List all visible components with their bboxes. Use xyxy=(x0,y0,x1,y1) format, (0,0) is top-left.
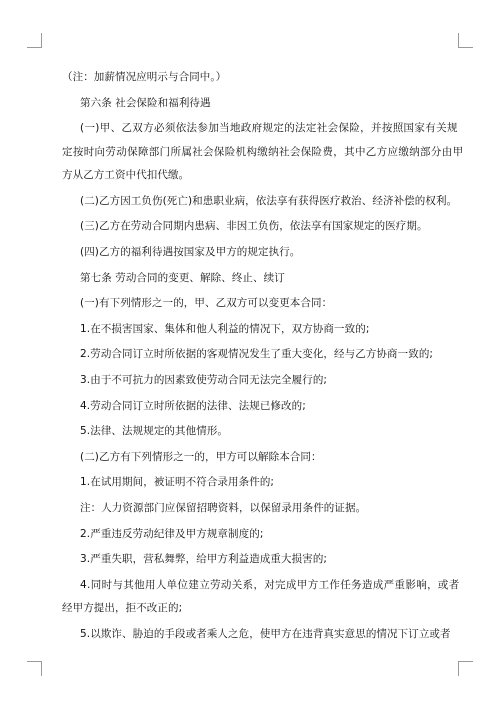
paragraph-p12 xyxy=(62,395,440,419)
paragraph-line: 4.同时与其他用人单位建立劳动关系，对完成甲方工作任务造成严重影响，或者 xyxy=(80,578,460,591)
paragraph-p20 xyxy=(62,623,451,647)
paragraph-line: 2.劳动合同订立时所依据的客观情况发生了重大变化，经与乙方协商一致的; xyxy=(80,348,434,361)
paragraph-line: 第六条 社会保险和福利待遇 xyxy=(80,96,211,109)
paragraph-line: 第七条 劳动合同的变更、解除、终止、续订 xyxy=(80,271,285,284)
crop-mark-bottom-right xyxy=(458,661,473,676)
paragraph-line: (一)甲、乙双方必须依法参加当地政府规定的法定社会保险，并按照国家有关规 xyxy=(80,122,458,135)
paragraph-line: (四)乙方的福利待遇按国家及甲方的规定执行。 xyxy=(80,245,301,258)
crop-mark-bottom-left xyxy=(27,661,42,676)
paragraph-p18 xyxy=(62,548,440,572)
paragraph-p1 xyxy=(62,66,440,90)
paragraph-line: 2.严重违反劳动纪律及甲方规章制度的; xyxy=(80,527,264,540)
paragraph-line: (一)有下列情形之一的，甲、乙双方可以变更本合同： xyxy=(80,297,333,310)
paragraph-line: (二)乙方有下列情形之一的，甲方可以解除本合同： xyxy=(80,450,322,463)
paragraph-line: (二)乙方因工负伤(死亡)和患职业病，依法享有获得医疗救治、经济补偿的权利。 xyxy=(80,194,458,207)
paragraph-p6 xyxy=(62,241,440,265)
paragraph-p15 xyxy=(62,471,440,495)
paragraph-p17 xyxy=(62,523,440,547)
paragraph-p11 xyxy=(62,369,440,393)
document-page xyxy=(62,66,464,648)
paragraph-p4 xyxy=(62,190,458,214)
paragraph-p7 xyxy=(62,267,440,291)
paragraph-p9 xyxy=(62,318,440,342)
paragraph-p19 xyxy=(62,574,460,621)
paragraph-line: 1.在不损害国家、集体和他人利益的情况下，双方协商一致的; xyxy=(80,322,370,335)
paragraph-line: 1.在试用期间，被证明不符合录用条件的; xyxy=(80,476,275,489)
paragraph-p16 xyxy=(62,497,440,521)
paragraph-line: （注：加薪情况应明示与合同中。） xyxy=(62,71,227,83)
paragraph-p5 xyxy=(62,215,440,239)
paragraph-p10 xyxy=(62,343,440,367)
paragraph-line: 5.以欺诈、胁迫的手段或者乘人之危，使甲方在违背真实意思的情况下订立或者 xyxy=(80,627,451,640)
paragraph-p8 xyxy=(62,292,440,316)
paragraph-line: 3.由于不可抗力的因素致使劳动合同无法完全履行的; xyxy=(80,373,328,386)
paragraph-line: 注：人力资源部门应保留招聘资料，以保留录用条件的证据。 xyxy=(80,501,367,514)
paragraph-line: 方从乙方工资中代扣代缴。 xyxy=(62,169,190,182)
paragraph-p13 xyxy=(62,420,440,444)
paragraph-line: (三)乙方在劳动合同期内患病、非因工负伤，依法享有国家规定的医疗期。 xyxy=(80,220,428,233)
paragraph-line: 经甲方提出，拒不改正的; xyxy=(62,602,183,615)
paragraph-p2 xyxy=(62,92,440,116)
crop-mark-top-left xyxy=(27,33,42,48)
paragraph-line: 3.严重失职，营私舞弊，给甲方利益造成重大损害的; xyxy=(80,553,328,566)
paragraph-line: 5.法律、法规规定的其他情形。 xyxy=(80,425,229,438)
paragraph-line: 4.劳动合同订立时所依据的法律、法规已修改的; xyxy=(80,399,306,412)
crop-mark-top-right xyxy=(458,33,473,48)
paragraph-p3 xyxy=(62,117,464,188)
paragraph-line: 定按时向劳动保障部门所属社会保险机构缴纳社会保险费，其中乙方应缴纳部分由甲 xyxy=(62,145,464,158)
paragraph-p14 xyxy=(62,446,440,470)
